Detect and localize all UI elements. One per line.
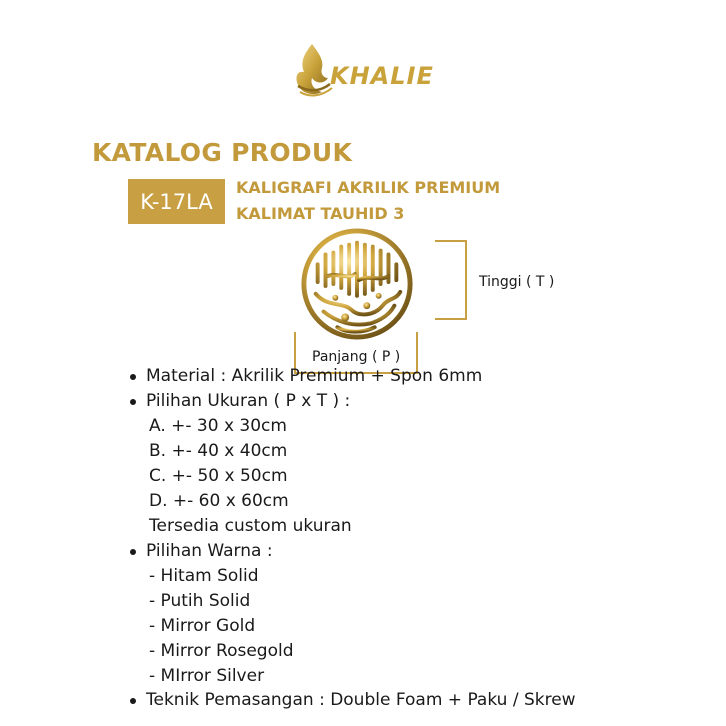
- custom-size-note: Tersedia custom ukuran: [149, 516, 352, 536]
- product-name-line2: KALIMAT TAUHID 3: [236, 204, 405, 223]
- color-option: - Hitam Solid: [149, 566, 259, 586]
- catalog-title: KATALOG PRODUK: [92, 138, 353, 167]
- product-code-badge: K-17LA: [128, 179, 225, 224]
- width-label: Panjang ( P ): [312, 349, 401, 365]
- color-option: - MIrror Silver: [149, 666, 265, 686]
- spec-installation: Teknik Pemasangan : Double Foam + Paku / Skrew: [146, 690, 576, 710]
- color-option: - Putih Solid: [149, 591, 251, 611]
- brand-name: KHALIE: [330, 62, 434, 90]
- size-option: D. +- 60 x 60cm: [149, 491, 289, 511]
- color-option: - Mirror Gold: [149, 616, 256, 636]
- spec-color-heading: Pilihan Warna :: [146, 541, 273, 561]
- product-name-line1: KALIGRAFI AKRILIK PREMIUM: [236, 178, 501, 197]
- height-bracket: [435, 240, 467, 320]
- spec-material: Material : Akrilik Premium + Spon 6mm: [146, 366, 483, 386]
- size-option: A. +- 30 x 30cm: [149, 416, 287, 436]
- size-option: C. +- 50 x 50cm: [149, 466, 288, 486]
- size-option: B. +- 40 x 40cm: [149, 441, 288, 461]
- spec-size-heading: Pilihan Ukuran ( P x T ) :: [146, 391, 351, 411]
- height-label: Tinggi ( T ): [479, 274, 555, 290]
- color-option: - Mirror Rosegold: [149, 641, 294, 661]
- calligraphy-product-icon: [298, 225, 416, 343]
